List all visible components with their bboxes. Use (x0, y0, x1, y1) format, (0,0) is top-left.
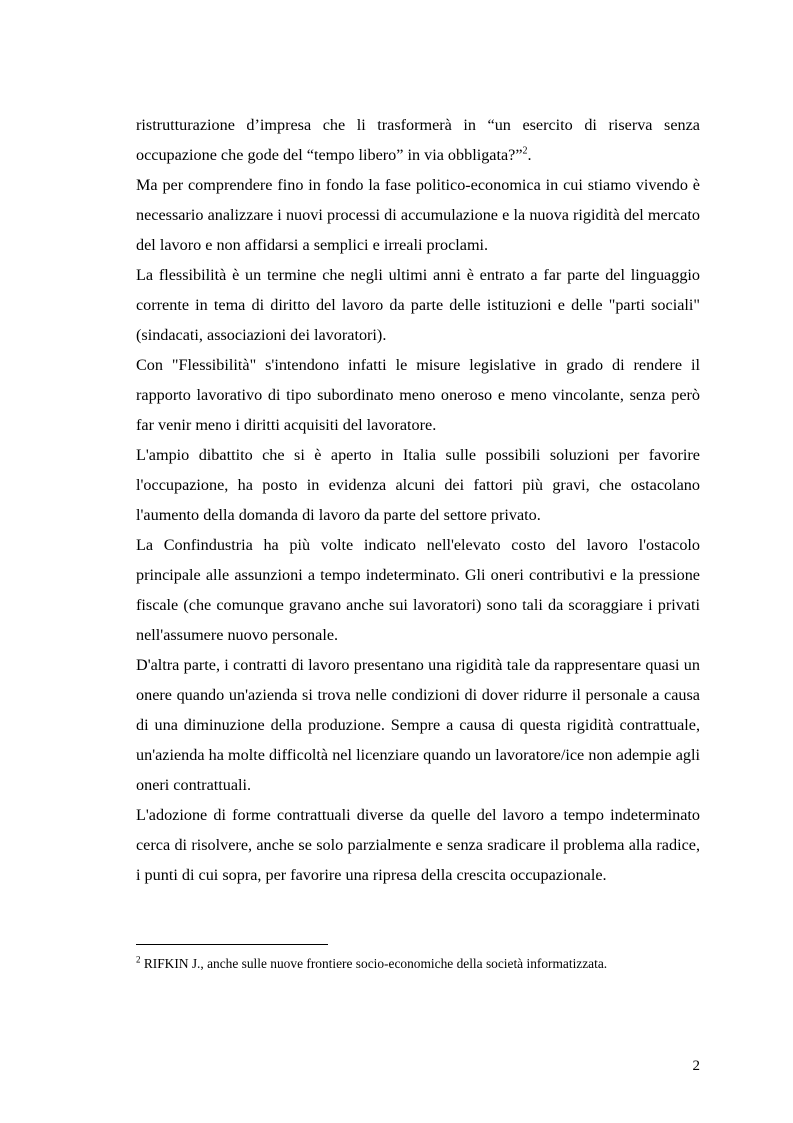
paragraph-2: Ma per comprendere fino in fondo la fase politico-economica in cui stiamo vivendo è necessario analizzare i nuovi processi di accumulazione e la nuova rigidità del mercato del lavoro e non affidarsi a semplici e irreali proclami. (136, 176, 700, 254)
paragraph-4: Con "Flessibilità" s'intendono infatti le misure legislative in grado di rendere il rapporto lavorativo di tipo subordinato meno oneroso e meno vincolante, senza però far venir meno i diritti acquisiti del lavoratore. (136, 356, 700, 434)
footnote-reference[interactable]: 2 (522, 145, 528, 157)
paragraph-1-text: ristrutturazione d’impresa che li trasformerà in “un esercito di riserva senza occupazione che gode del “tempo libero” in via obbligata?” (136, 116, 700, 164)
page-number: 2 (692, 1058, 700, 1074)
paragraph-5: L'ampio dibattito che si è aperto in Italia sulle possibili soluzioni per favorire l'occupazione, ha posto in evidenza alcuni dei fattori più gravi, che ostacolano l'aumento della domanda di lavoro da parte del settore privato. (136, 446, 700, 524)
footnote-number: 2 (136, 954, 141, 965)
paragraph-3: La flessibilità è un termine che negli ultimi anni è entrato a far parte del linguaggio corrente in tema di diritto del lavoro da parte delle istituzioni e delle "parti sociali" (sindacati, associazioni dei lavoratori). (136, 266, 700, 344)
footnote-text: RIFKIN J., anche sulle nuove frontiere socio-economiche della società informatizzata. (140, 956, 608, 971)
paragraph-8: L'adozione di forme contrattuali diverse da quelle del lavoro a tempo indeterminato cerca di risolvere, anche se solo parzialmente e senza sradicare il problema alla radice, i punti di cui sopra, per favorire una ripresa della crescita occupazionale. (136, 806, 700, 884)
paragraph-1 (136, 110, 700, 170)
paragraph-7: D'altra parte, i contratti di lavoro presentano una rigidità tale da rappresentare quasi un onere quando un'azienda si trova nelle condizioni di dover ridurre il personale a causa di una diminuzione della produzione. Sempre a causa di questa rigidità contrattuale, un'azienda ha molte difficoltà nel licenziare quando un lavoratore/ice non adempie agli oneri contrattuali. (136, 656, 700, 794)
footnote (136, 955, 716, 973)
footnote-divider (136, 944, 328, 945)
paragraph-6: La Confindustria ha più volte indicato nell'elevato costo del lavoro l'ostacolo principale alle assunzioni a tempo indeterminato. Gli oneri contributivi e la pressione fiscale (che comunque gravano anche sui lavoratori) sono tali da scoraggiare i privati nell'assumere nuovo personale. (136, 536, 700, 644)
body-text (136, 110, 700, 890)
paragraph-1-end: . (527, 146, 532, 164)
